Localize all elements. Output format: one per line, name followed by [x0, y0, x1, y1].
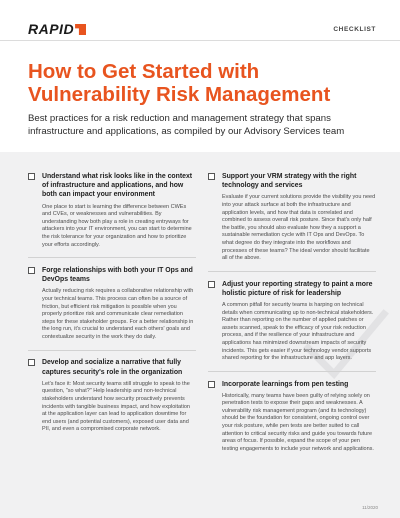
checklist-item-heading: Incorporate learnings from pen testing [222, 380, 349, 388]
checklist-item-heading: Support your VRM strategy with the right technology and services [222, 173, 357, 190]
checklist-item-heading: Adjust your reporting strategy to paint a more holistic picture of risk for leadership [222, 280, 373, 297]
checklist-item-body: Historically, many teams have been guilty of relying solely on penetration tests to expose their gaps and weaknesses. A vulnerability risk management program (and its technology) should be the foundation for consistent, ongoing control over your risk posture, while pen tests are better suited to call attention to critical security risks and guide you towards future areas of focus. If possible, expand the scope of your pen testing engagements to include your network and applications. [222, 392, 374, 452]
checklist-item-body: One place to start is learning the difference between CWEs and CVEs, or weaknesses and vulnerabilities. By understanding how both play a role in creating entryways for attackers into your IT environment, you can start to determine the risk tolerance for your organization and how to prioritize your efforts accordingly. [42, 203, 192, 248]
checklist-item-heading: Develop and socialize a narrative that fully captures security's role in the organization [42, 359, 183, 376]
rapid7-logo: RAPID [28, 21, 86, 37]
header-divider [0, 40, 400, 41]
item-divider [28, 257, 196, 258]
page-code: 11/2020 [362, 505, 378, 510]
checklist-item-heading: Forge relationships with both your IT Ops and DevOps teams [42, 266, 193, 284]
header-bar [0, 0, 400, 46]
checklist-item-body: Evaluate if your current solutions provide the visibility you need into your attack surface at both the infrastructure and application levels, and how that data is correlated and combined to assess overall risk posture. Since that's only half the battle, you should also evaluate how they a support a sustainable remediation cycle with IT Ops and DevOps. To what degree do they integrate into the workflows and processes of these teams? The ideal vendor should facilitate all of the above. [222, 194, 376, 262]
checklist-item-body: Let's face it: Most security teams still struggle to speak to the question, "so what?" Help leadership and non-technical stakeholders understand how security proactively prevents incidents with tangible business impact, and how exploitation at the application layer can lead to application downtime for end users (and potential customers), exposed user data and PII, and even a compromised corporate network. [42, 380, 190, 433]
checkbox[interactable] [208, 173, 215, 180]
item-divider [28, 350, 196, 351]
checklist-item [208, 380, 376, 454]
checkbox[interactable] [208, 381, 215, 388]
checklist-item [208, 172, 376, 263]
page-title: How to Get Started with Vulnerability Risk Management [28, 60, 331, 106]
doc-type-label: CHECKLIST [333, 26, 376, 33]
checklist-item-body: Actually reducing risk requires a collaborative relationship with your technical teams. This process can often be a source of friction, but efficient risk mitigation is possible when you properly prioritize risk and communicate clear remediation steps for these stakeholder groups. For a better relationship in the long run, it's crucial to understand each others' goals and contextualize security in the work they do daily. [42, 288, 194, 340]
checklist-item-body: A common pitfall for security teams is harping on technical details when communicating up to non-technical stakeholders. Rather than reporting on the number of applied patches or assets scanned, speak to the efficacy of your risk reduction process, and if the resilience of your infrastructure and applications has minimized downstream impacts of security incidents. This gets easier if your technology vendor supports shared reporting for the infrastructure and app layers. [222, 301, 374, 362]
checkbox[interactable] [28, 267, 35, 274]
item-divider [208, 371, 376, 372]
checklist-item-heading: Understand what risk looks like in the context of infrastructure and applications, and how both can impact your environment [42, 173, 193, 199]
checklist-column-right [208, 172, 376, 461]
checklist-item [28, 172, 196, 249]
checklist-item [28, 266, 196, 342]
logo-seven-mark-icon [75, 24, 86, 35]
checkbox[interactable] [208, 281, 215, 288]
checklist-item [208, 280, 376, 363]
checklist-item [28, 358, 196, 434]
checkbox[interactable] [28, 173, 35, 180]
checklist-column-left [28, 172, 196, 442]
item-divider [208, 271, 376, 272]
page-subtitle: Best practices for a risk reduction and management strategy that spans infrastructure and applications, as compiled by our Advisory Services team [28, 113, 345, 137]
checkbox[interactable] [28, 359, 35, 366]
